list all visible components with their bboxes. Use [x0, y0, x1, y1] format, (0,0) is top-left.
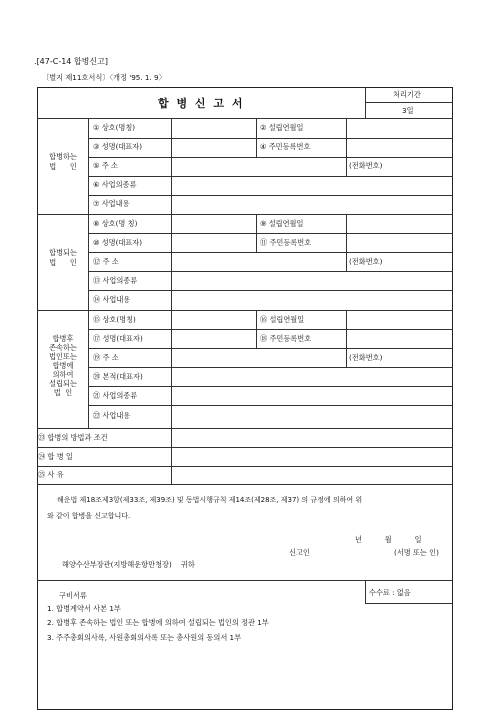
s1-registration-number-label: ④ 주민등록번호	[260, 142, 311, 151]
s3-address-label: ⑲ 주 소	[93, 353, 119, 362]
s3-registration-number-label: ⑱ 주민등록번호	[260, 334, 312, 343]
section3-label: 합병후 존속하는 법인또는 합병에 의하여 설립되는 법 인	[49, 334, 77, 397]
s3-established-date-label: ⑯ 설립연월일	[260, 315, 305, 324]
s2-business-content-label: ⑭ 사업내용	[93, 295, 131, 304]
fee-label: 수수료 : 없음	[369, 588, 411, 597]
merger-date-label: ㉔ 합 병 일	[38, 452, 73, 461]
s1-business-type-label: ⑥ 사업의종류	[93, 180, 137, 189]
document-item: 2. 합병후 존속하는 법인 또는 합병에 의하여 설립되는 법인의 정관 1부	[47, 618, 269, 627]
recipient-line: 해양수산부장관(지방해운항만청장) 귀하	[62, 560, 195, 569]
s1-business-content-label: ⑦ 사업내용	[93, 199, 130, 208]
date-line: 년 월 일	[355, 535, 422, 544]
s3-domicile-label: ⑳ 본적(대표자)	[93, 372, 143, 381]
s2-phone-label: (전화번호)	[349, 257, 383, 266]
statement-line2: 와 같이 합병을 신고합니다.	[47, 512, 131, 520]
s1-established-date-label: ② 설립연월일	[260, 123, 304, 132]
signature-label: (서명 또는 인)	[394, 548, 439, 557]
s2-established-date-label: ⑨ 설립연월일	[260, 219, 304, 228]
form-code: .[47-C-14 합병신고]	[34, 57, 108, 66]
s2-address-label: ⑫ 주 소	[93, 257, 119, 266]
s2-business-type-label: ⑬ 사업의종류	[93, 276, 138, 285]
s1-phone-label: (전화번호)	[349, 161, 383, 170]
merger-method-label: ㉓ 합병의 방법과 조건	[38, 433, 108, 442]
form-reference: 〔별지 제11호서식〕〈개정 '95. 1. 9〉	[42, 73, 166, 82]
document-item: 3. 주주총회의사록, 사원총회의사록 또는 총사원의 동의서 1부	[47, 633, 242, 642]
s1-company-name-label: ① 상호(명칭)	[93, 123, 136, 132]
merger-reason-label: ㉕ 사 유	[38, 470, 64, 479]
applicant-label: 신고인	[289, 548, 310, 557]
document-item: 1. 합병계약서 사본 1부	[47, 604, 121, 613]
section1-label: 합병하는 법 인	[49, 152, 77, 171]
s3-phone-label: (전화번호)	[349, 353, 383, 362]
s3-business-content-label: ㉒ 사업내용	[93, 411, 131, 420]
documents-title: 구비서류	[59, 591, 87, 600]
statement-line1: 해운법 제18조제3항(제33조, 제39조) 및 동법시행규칙 제14조(제28조, 제37) 의 규정에 의하여 위	[57, 496, 363, 504]
s3-business-type-label: ㉑ 사업의종류	[93, 391, 138, 400]
form-title: 합 병 신 고 서	[158, 97, 245, 110]
section2-label: 합병되는 법 인	[49, 248, 77, 267]
s3-representative-label: ⑰ 성명(대표자)	[93, 334, 143, 343]
s3-company-name-label: ⑮ 상호(명칭)	[93, 315, 136, 324]
s2-registration-number-label: ⑪ 주민등록번호	[260, 238, 312, 247]
s1-representative-label: ③ 성명(대표자)	[93, 142, 143, 151]
s2-representative-label: ⑩ 성명(대표자)	[93, 238, 143, 247]
s2-company-name-label: ⑧ 상호(명 칭)	[93, 219, 138, 228]
processing-period-value: 3일	[402, 106, 414, 115]
processing-period-label: 처리기간	[393, 90, 421, 99]
s1-address-label: ⑤ 주 소	[93, 161, 118, 170]
